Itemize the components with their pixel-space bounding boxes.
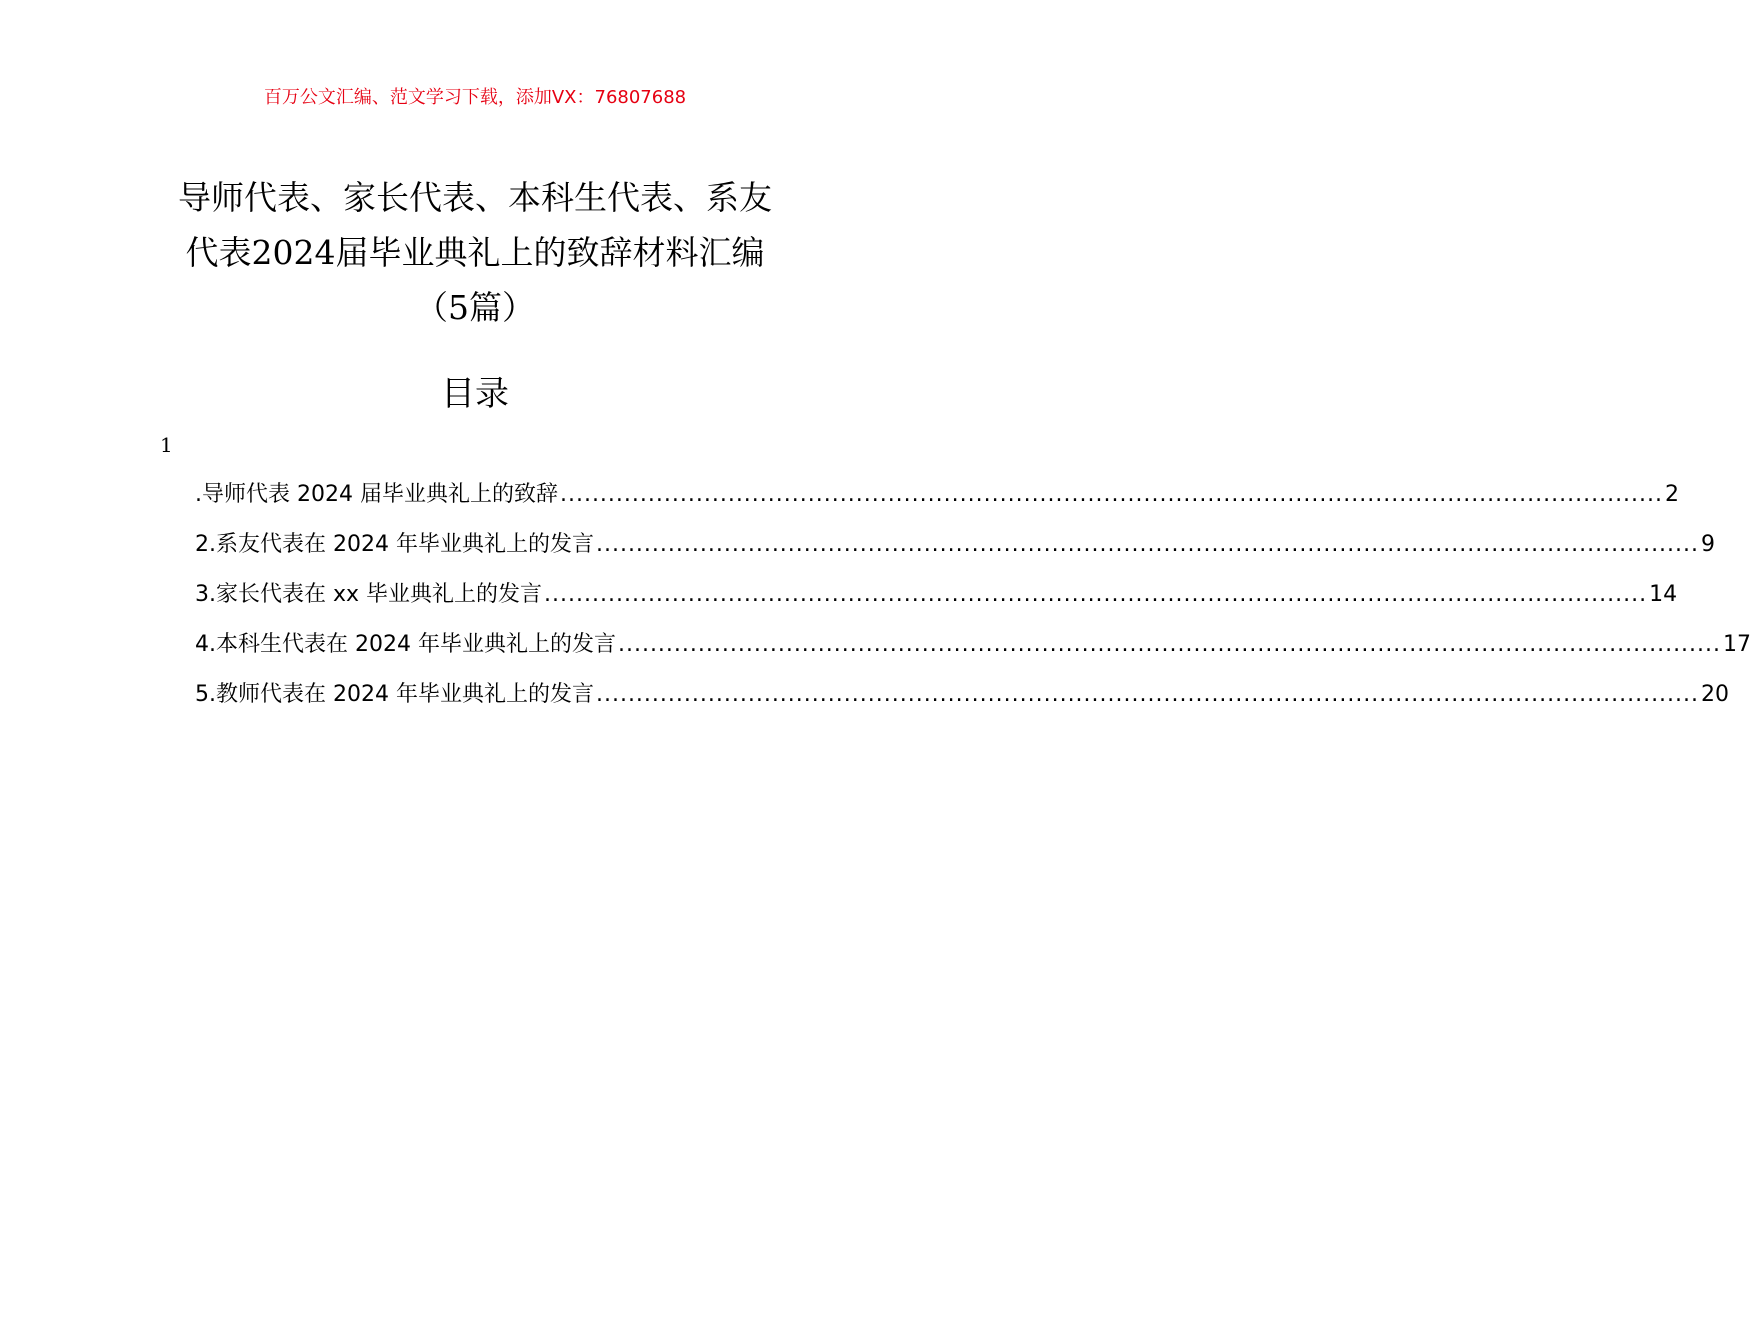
promo-header-note: 百万公文汇编、范文学习下载，添加VX：76807688 xyxy=(263,87,687,108)
toc-entry[interactable] xyxy=(195,625,1751,675)
title-count: 5 xyxy=(448,288,469,327)
toc-entry[interactable] xyxy=(195,675,1730,725)
stray-list-number: 1 xyxy=(160,433,173,457)
title-line-1: 导师代表、家长代表、本科生代表、系友 xyxy=(178,178,772,217)
title-paren-open: （ xyxy=(415,288,448,327)
toc-entry-page: 20 xyxy=(1701,682,1730,707)
toc-dot-leader: .......................................................................................................................................... xyxy=(595,532,1700,557)
toc-entry-page: 17 xyxy=(1723,632,1751,657)
toc-entry-page: 2 xyxy=(1665,482,1680,507)
title-line-3-rest: 篇） xyxy=(469,288,535,327)
toc-entry-label: .导师代表 2024 届毕业典礼上的致辞 xyxy=(195,482,558,507)
title-line-2-suffix: 届毕业典礼上的致辞材料汇编 xyxy=(335,233,765,272)
toc-entry[interactable] xyxy=(195,475,1680,525)
title-line-2 xyxy=(140,225,810,280)
toc-entry[interactable] xyxy=(195,525,1716,575)
title-line-2-prefix: 代表 xyxy=(185,233,252,272)
toc-entry-page: 14 xyxy=(1649,582,1678,607)
table-of-contents xyxy=(195,475,1751,725)
toc-entry-label: 2.系友代表在 2024 年毕业典礼上的发言 xyxy=(195,532,594,557)
toc-entry-label: 3.家长代表在 xx 毕业典礼上的发言 xyxy=(195,582,543,607)
toc-dot-leader: .......................................................................................................................................... xyxy=(544,582,1648,607)
toc-entry[interactable] xyxy=(195,575,1678,625)
toc-entry-label: 5.教师代表在 2024 年毕业典礼上的发言 xyxy=(195,682,594,707)
toc-entry-page: 9 xyxy=(1701,532,1716,557)
toc-dot-leader: .......................................................................................................................................... xyxy=(595,682,1700,707)
toc-dot-leader: .......................................................................................................................................... xyxy=(617,632,1722,657)
toc-heading: 目录 xyxy=(441,374,509,414)
toc-dot-leader: .......................................................................................................................................... xyxy=(559,482,1664,507)
title-line-3 xyxy=(140,280,810,335)
title-year: 2024 xyxy=(251,233,336,272)
document-title xyxy=(140,170,810,335)
toc-entry-label: 4.本科生代表在 2024 年毕业典礼上的发言 xyxy=(195,632,616,657)
